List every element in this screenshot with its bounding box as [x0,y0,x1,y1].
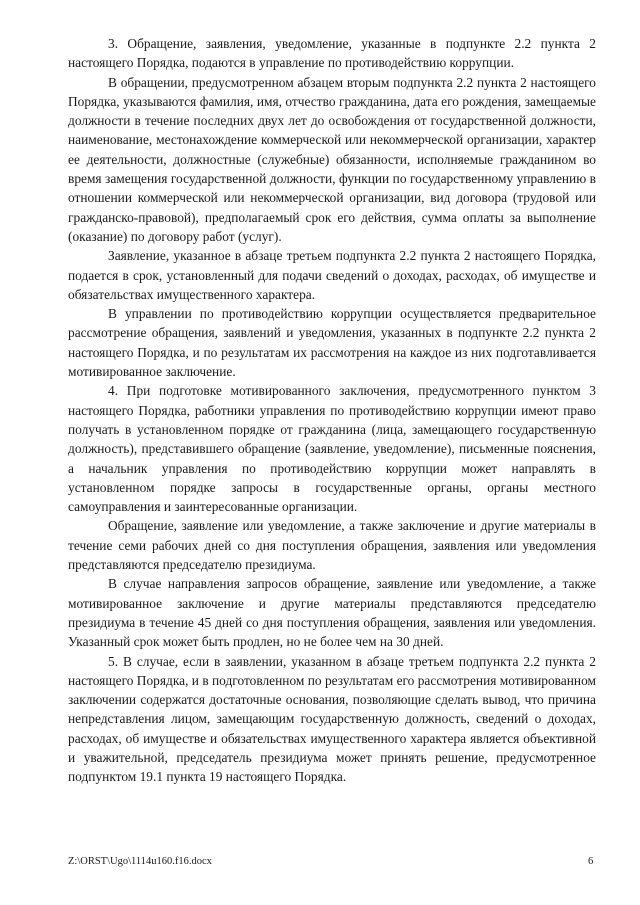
document-body [68,34,596,787]
paragraph-2: В обращении, предусмотренном абзацем вторым подпункта 2.2 пункта 2 настоящего Порядка, указываются фамилия, имя, отчество гражданина, дата его рождения, замещаемые должности в течение последних двух лет до освобождения от государственной должности, наименование, местонахождение коммерческой или некоммерческой организации, характер ее деятельности, должностные (служебные) обязанности, исполняемые гражданином во время замещения государственной должности, функции по государственному управлению в отношении коммерческой или некоммерческой организации, вид договора (трудовой или гражданско-правовой), предполагаемый срок его действия, сумма оплаты за выполнение (оказание) по договору работ (услуг). [68,74,596,244]
paragraph-7: В случае направления запросов обращение, заявление или уведомление, а также мотивированное заключение и другие материалы представляются председателю президиума в течение 45 дней со дня поступления обращения, заявления или уведомления. Указанный срок может быть продлен, но не более чем на 30 дней. [68,576,596,650]
paragraph-5: 4. При подготовке мотивированного заключения, предусмотренного пунктом 3 настоящего Порядка, работники управления по противодействию коррупции имеют право получать в установленном порядке от гражданина (лица, замещающего государственную должность), представившего обращение (заявление, уведомление), письменные пояснения, а начальник управления по противодействию коррупции может направлять в установленном порядке запросы в государственные органы, органы местного самоуправления и заинтересованные организации. [68,383,596,515]
paragraph-8: 5. В случае, если в заявлении, указанном в абзаце третьем подпункта 2.2 пункта 2 настоящего Порядка, и в подготовленном по результатам его рассмотрения мотивированном заключении содержатся достаточные основания, позволяющие сделать вывод, что причина непредставления лицом, замещающим государственную должность, сведений о доходах, расходах, об имуществе и обязательствах имущественного характера является объективной и уважительной, председатель президиума может принять решение, предусмотренное подпунктом 19.1 пункта 19 настоящего Порядка. [68,653,596,785]
footer-file-path: Z:\ORST\Ugo\1114u160.f16.docx [68,856,212,867]
paragraph-3: Заявление, указанное в абзаце третьем подпункта 2.2 пункта 2 настоящего Порядка, подается в срок, установленный для подачи сведений о доходах, расходах, об имуществе и обязательствах имущественного характера. [68,248,596,302]
paragraph-1: 3. Обращение, заявления, уведомление, указанные в подпункте 2.2 пункта 2 настоящего Порядка, подаются в управление по противодействию коррупции. [68,36,596,71]
page-number: 6 [588,856,594,867]
paragraph-6: Обращение, заявление или уведомление, а также заключение и другие материалы в течение семи рабочих дней со дня поступления обращения, заявления или уведомления представляются председателю президиума. [68,518,596,573]
paragraph-4: В управлении по противодействию коррупции осуществляется предварительное рассмотрение обращения, заявлений и уведомления, указанных в подпункте 2.2 пункта 2 настоящего Порядка, и по результатам их рассмотрения на каждое из них подготавливается мотивированное заключение. [68,306,596,380]
